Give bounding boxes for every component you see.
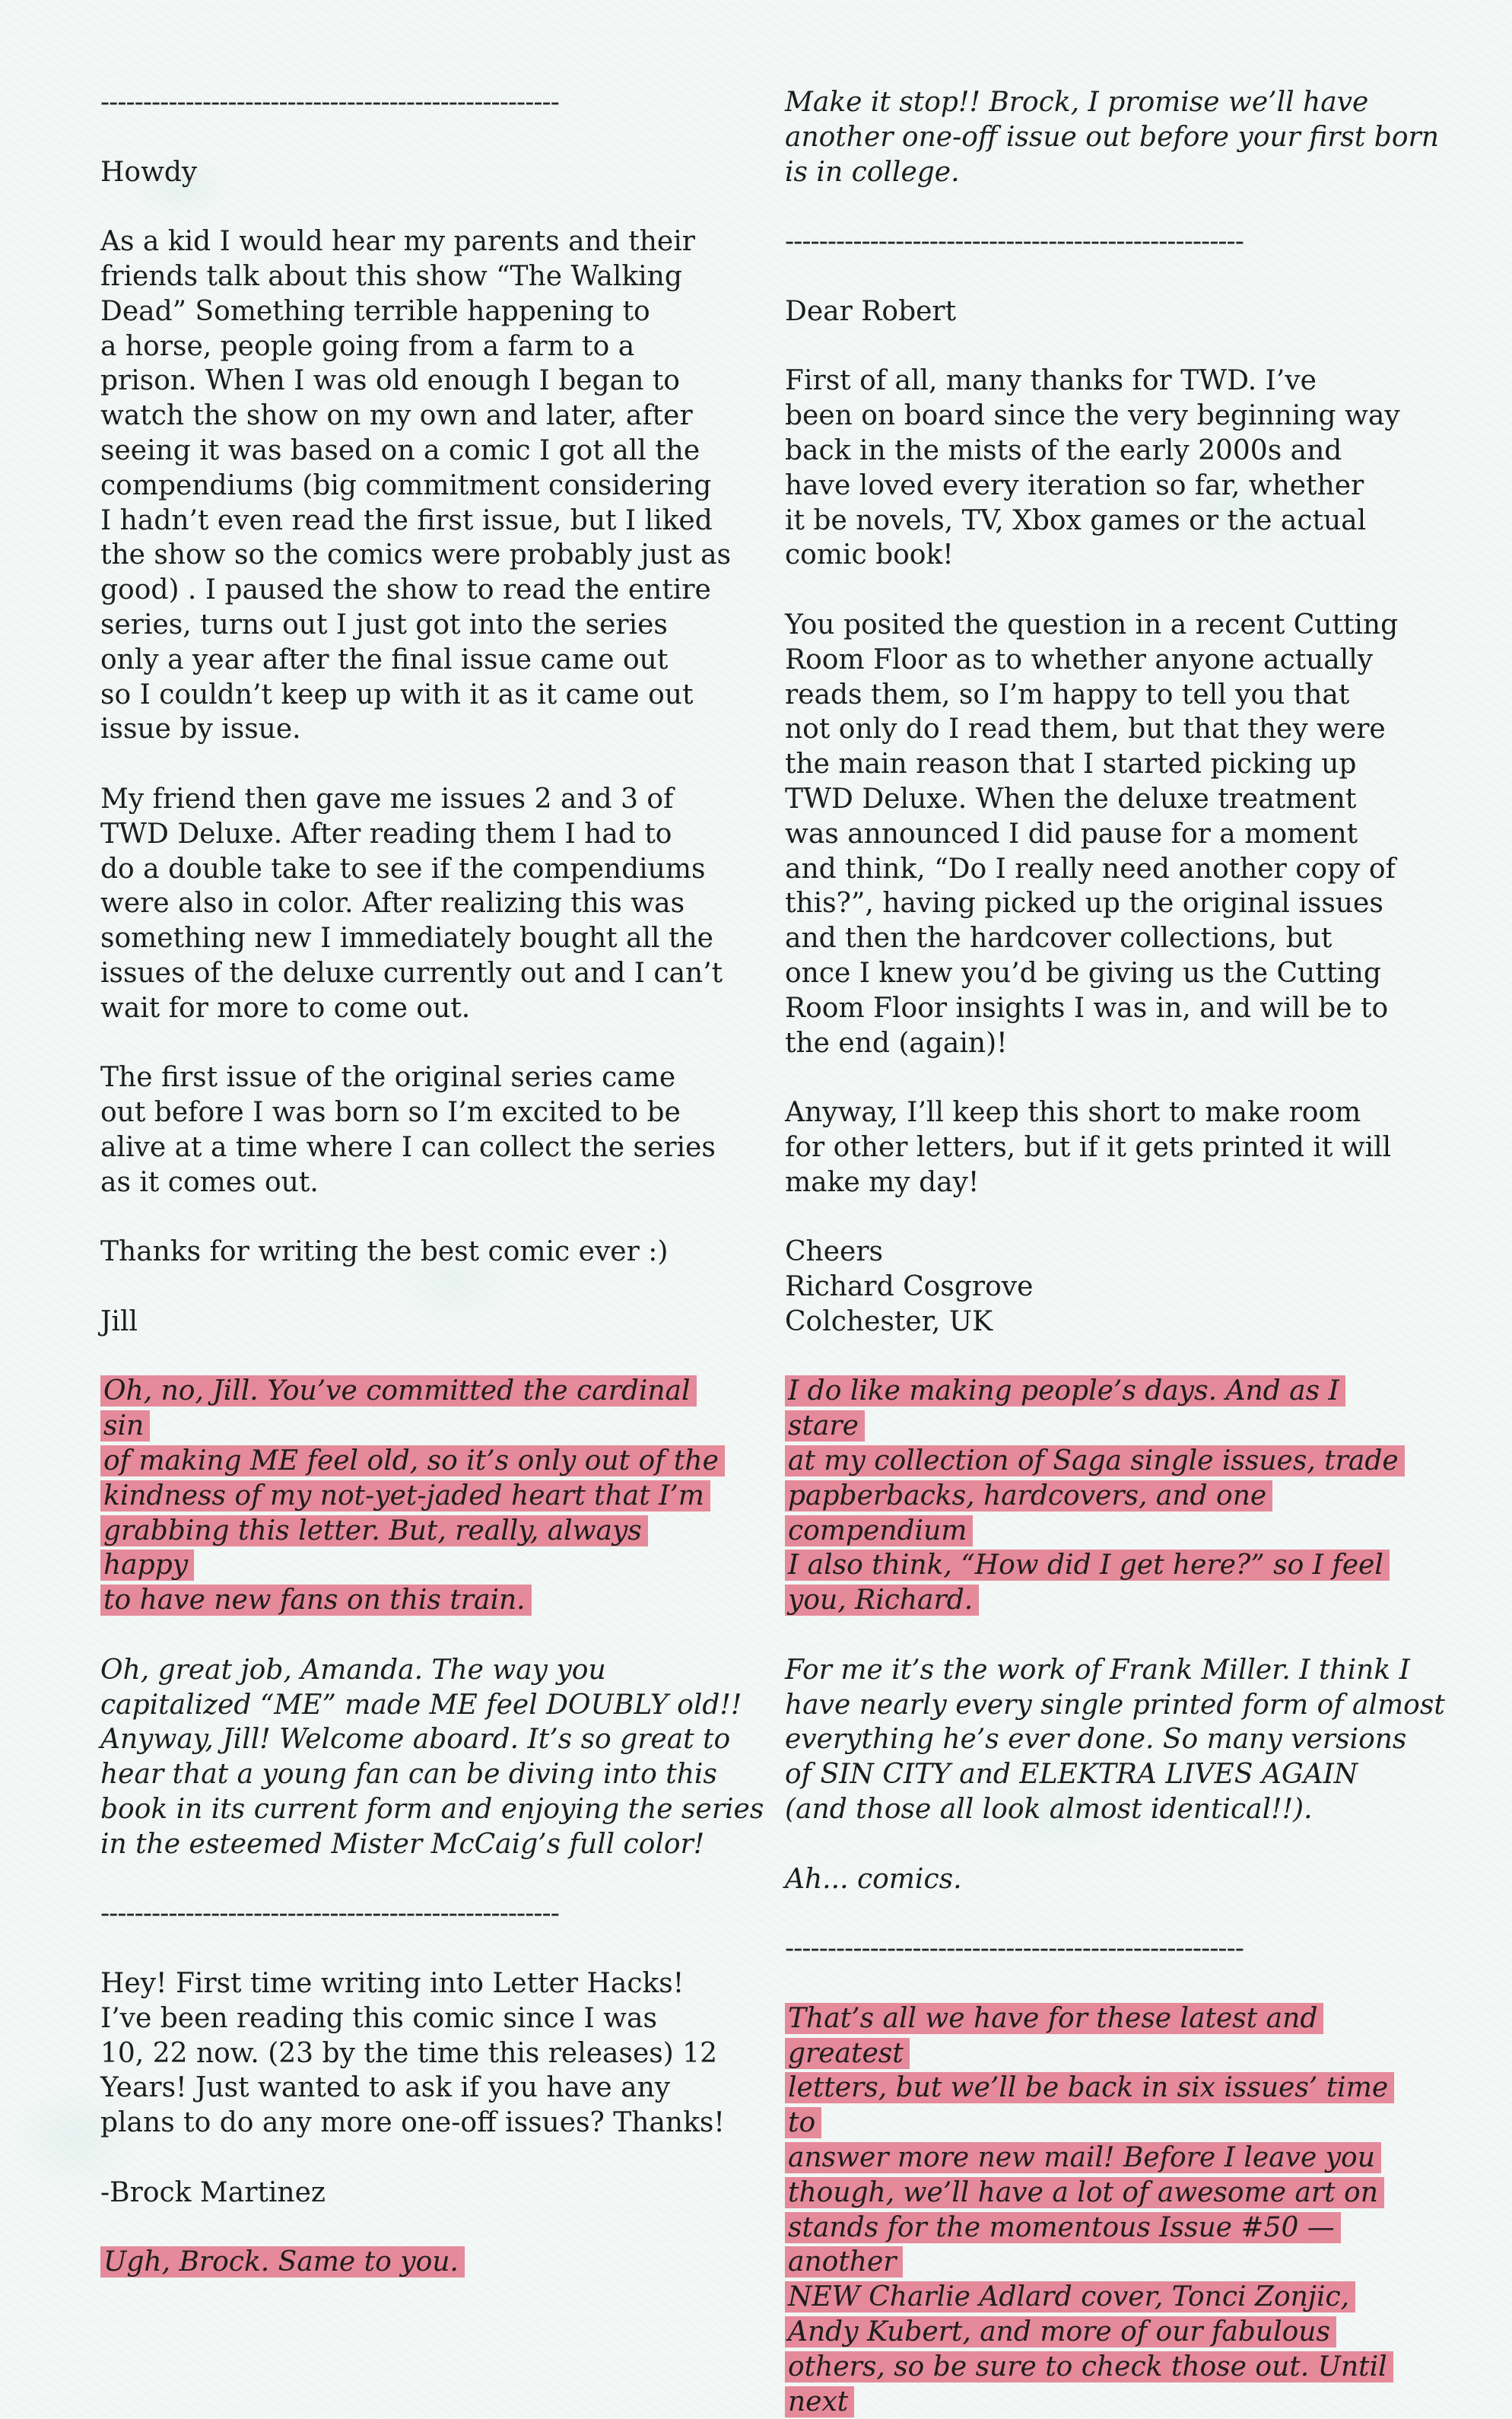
text-line: alive at a time where I can collect the series bbox=[100, 1131, 716, 1163]
text-line: Oh, no, Jill. You’ve committed the cardinal sin bbox=[100, 1374, 732, 1444]
text-line: compendiums (big commitment considering bbox=[100, 469, 712, 501]
editor-reply-highlighted bbox=[100, 1374, 732, 1618]
left-column bbox=[100, 85, 764, 2280]
text-line: of SIN CITY and ELEKTRA LIVES AGAIN bbox=[785, 1759, 1358, 1791]
text-line: Room Floor as to whether anyone actually bbox=[785, 644, 1374, 675]
text-line: For me it’s the work of Frank Miller. I think I bbox=[785, 1654, 1410, 1686]
text-line: out before I was born so I’m excited to be bbox=[100, 1097, 681, 1129]
text-line: the end (again)! bbox=[785, 1027, 1008, 1059]
text-line: I also think, “How did I get here?” so I feel bbox=[785, 1548, 1416, 1583]
text-line: (and those all look almost identical!!). bbox=[785, 1794, 1313, 1826]
text-line: answer more new mail! Before I leave you bbox=[785, 2141, 1416, 2176]
text-line: Anyway, Jill! Welcome aboard. It’s so great to bbox=[100, 1724, 731, 1756]
text-line: I’ve been reading this comic since I was bbox=[100, 2002, 657, 2034]
text-line: My friend then gave me issues 2 and 3 of bbox=[100, 783, 674, 815]
text-line: Anyway, I’ll keep this short to make room bbox=[785, 1097, 1361, 1129]
divider: ------------------------------------------------------ bbox=[100, 1898, 559, 1930]
text-line: That’s all we have for these latest and greatest bbox=[785, 2001, 1416, 2071]
text-line: stands for the momentous Issue #50 — another bbox=[785, 2211, 1416, 2281]
text-line: series, turns out I just got into the series bbox=[100, 609, 668, 641]
text-line: letters, but we’ll be back in six issues’ time to bbox=[785, 2071, 1416, 2141]
text-line: Ugh, Brock. Same to you. bbox=[100, 2245, 732, 2280]
text-line: hear that a young fan can be diving into this bbox=[100, 1759, 717, 1791]
letter-paragraph bbox=[100, 782, 732, 1026]
divider: ------------------------------------------------------ bbox=[785, 226, 1244, 258]
text-line: wait for more to come out. bbox=[100, 992, 471, 1024]
text-line: once I knew you’d be giving us the Cutting bbox=[785, 957, 1381, 989]
letter-signature: Jill bbox=[100, 1305, 138, 1337]
letter-paragraph bbox=[100, 224, 732, 747]
text-line: have nearly every single printed form of almost bbox=[785, 1689, 1445, 1721]
text-line: First of all, many thanks for TWD. I’ve bbox=[785, 365, 1317, 397]
text-line: was announced I did pause for a moment bbox=[785, 818, 1358, 850]
text-line: in the esteemed Mister McCaig’s full color! bbox=[100, 1828, 705, 1860]
letter-signature-block bbox=[785, 1235, 1416, 1339]
text-line: for other letters, but if it gets printed it will bbox=[785, 1131, 1392, 1163]
divider: ------------------------------------------------------ bbox=[100, 87, 559, 118]
text-line: make my day! bbox=[785, 1166, 980, 1198]
editor-reply-highlighted bbox=[100, 2245, 732, 2280]
text-line: I do like making people’s days. And as I stare bbox=[785, 1374, 1416, 1444]
divider: ------------------------------------------------------ bbox=[785, 1933, 1244, 1965]
editor-reply-highlighted bbox=[785, 2001, 1416, 2419]
text-line: were also in color. After realizing this was bbox=[100, 888, 685, 920]
text-line: Years! Just wanted to ask if you have any bbox=[100, 2072, 671, 2104]
editor-reply bbox=[785, 85, 1439, 189]
text-line: have loved every iteration so far, whether bbox=[785, 469, 1364, 501]
text-line: a horse, people going from a farm to a bbox=[100, 330, 635, 362]
text-line: I hadn’t even read the first issue, but I liked bbox=[100, 504, 713, 536]
editor-reply: Ah... comics. bbox=[785, 1863, 962, 1895]
right-column bbox=[785, 85, 1445, 2419]
text-line: reads them, so I’m happy to tell you that bbox=[785, 679, 1350, 710]
text-line: grabbing this letter. But, really, always happy bbox=[100, 1514, 732, 1584]
letter-paragraph bbox=[785, 364, 1416, 573]
text-line: 10, 22 now. (23 by the time this releases) 12 bbox=[100, 2037, 718, 2069]
text-line: comic book! bbox=[785, 539, 954, 571]
text-line: Hey! First time writing into Letter Hacks! bbox=[100, 1968, 685, 2000]
letter-greeting: Howdy bbox=[100, 156, 198, 188]
text-line: NEW Charlie Adlard cover, Tonci Zonjic, bbox=[785, 2280, 1416, 2315]
text-line: not only do I read them, but that they were bbox=[785, 714, 1386, 745]
text-line: As a kid I would hear my parents and their bbox=[100, 226, 695, 258]
text-line: Cheers bbox=[785, 1236, 884, 1268]
text-line: though, we’ll have a lot of awesome art on bbox=[785, 2176, 1416, 2211]
text-line: back in the mists of the early 2000s and bbox=[785, 434, 1342, 466]
letter-paragraph bbox=[785, 608, 1416, 1060]
text-line: good) . I paused the show to read the entire bbox=[100, 574, 711, 606]
text-line: issues of the deluxe currently out and I can’t bbox=[100, 957, 723, 989]
text-line: and then the hardcover collections, but bbox=[785, 923, 1333, 955]
text-line: TWD Deluxe. After reading them I had to bbox=[100, 818, 672, 850]
text-line: Andy Kubert, and more of our fabulous bbox=[785, 2315, 1416, 2350]
editor-reply bbox=[100, 1653, 764, 1862]
text-line: it be novels, TV, Xbox games or the actual bbox=[785, 504, 1367, 536]
text-line: do a double take to see if the compendiums bbox=[100, 853, 706, 885]
text-line: the show so the comics were probably just as bbox=[100, 539, 732, 571]
letter-signature: -Brock Martinez bbox=[100, 2176, 326, 2208]
text-line: watch the show on my own and later, after bbox=[100, 400, 693, 432]
text-line: You posited the question in a recent Cutting bbox=[785, 609, 1399, 641]
letter-greeting: Dear Robert bbox=[785, 295, 957, 327]
letter-paragraph bbox=[785, 1095, 1416, 1200]
letter-paragraph bbox=[100, 1966, 732, 2141]
text-line: so I couldn’t keep up with it as it came out bbox=[100, 679, 694, 710]
text-line: and think, “Do I really need another copy of bbox=[785, 853, 1396, 885]
text-line: been on board since the very beginning way bbox=[785, 400, 1400, 432]
text-line: Oh, great job, Amanda. The way you bbox=[100, 1654, 606, 1686]
text-line: you, Richard. bbox=[785, 1583, 1416, 1618]
text-line: The first issue of the original series came bbox=[100, 1062, 676, 1094]
text-line: of making ME feel old, so it’s only out of the bbox=[100, 1444, 732, 1479]
text-line: TWD Deluxe. When the deluxe treatment bbox=[785, 783, 1357, 815]
text-line: as it comes out. bbox=[100, 1166, 319, 1198]
text-line: kindness of my not-yet-jaded heart that I’m bbox=[100, 1479, 732, 1514]
text-line: prison. When I was old enough I began to bbox=[100, 365, 680, 397]
text-line: Colchester, UK bbox=[785, 1305, 993, 1337]
text-line: seeing it was based on a comic I got all the bbox=[100, 434, 700, 466]
text-line: everything he’s ever done. So many versions bbox=[785, 1724, 1407, 1756]
text-line: another one-off issue out before your first born bbox=[785, 121, 1439, 153]
text-line: Dead” Something terrible happening to bbox=[100, 295, 650, 327]
editor-reply-highlighted bbox=[785, 1374, 1416, 1618]
text-line: Make it stop!! Brock, I promise we’ll have bbox=[785, 87, 1369, 118]
text-line: Richard Cosgrove bbox=[785, 1271, 1034, 1303]
editor-reply bbox=[785, 1653, 1445, 1827]
text-line: papberbacks, hardcovers, and one compendium bbox=[785, 1479, 1416, 1549]
text-line: book in its current form and enjoying the series bbox=[100, 1794, 764, 1826]
text-line: at my collection of Saga single issues, trade bbox=[785, 1444, 1416, 1479]
text-line: is in college. bbox=[785, 156, 960, 188]
text-line: Room Floor insights I was in, and will be to bbox=[785, 992, 1389, 1024]
text-line: issue by issue. bbox=[100, 714, 301, 745]
text-line: to have new fans on this train. bbox=[100, 1583, 732, 1618]
text-line: only a year after the final issue came out bbox=[100, 644, 669, 675]
text-line: plans to do any more one-off issues? Thanks! bbox=[100, 2107, 725, 2139]
letter-paragraph bbox=[100, 1060, 732, 1200]
text-line: the main reason that I started picking up bbox=[785, 749, 1357, 780]
text-line: others, so be sure to check those out. Until next bbox=[785, 2350, 1416, 2419]
text-line: this?”, having picked up the original issues bbox=[785, 888, 1383, 920]
text-line: something new I immediately bought all the bbox=[100, 923, 713, 955]
letter-sign-off: Thanks for writing the best comic ever :) bbox=[100, 1236, 669, 1268]
text-line: friends talk about this show “The Walking bbox=[100, 260, 682, 292]
text-line: capitalized “ME” made ME feel DOUBLY old!! bbox=[100, 1689, 742, 1721]
